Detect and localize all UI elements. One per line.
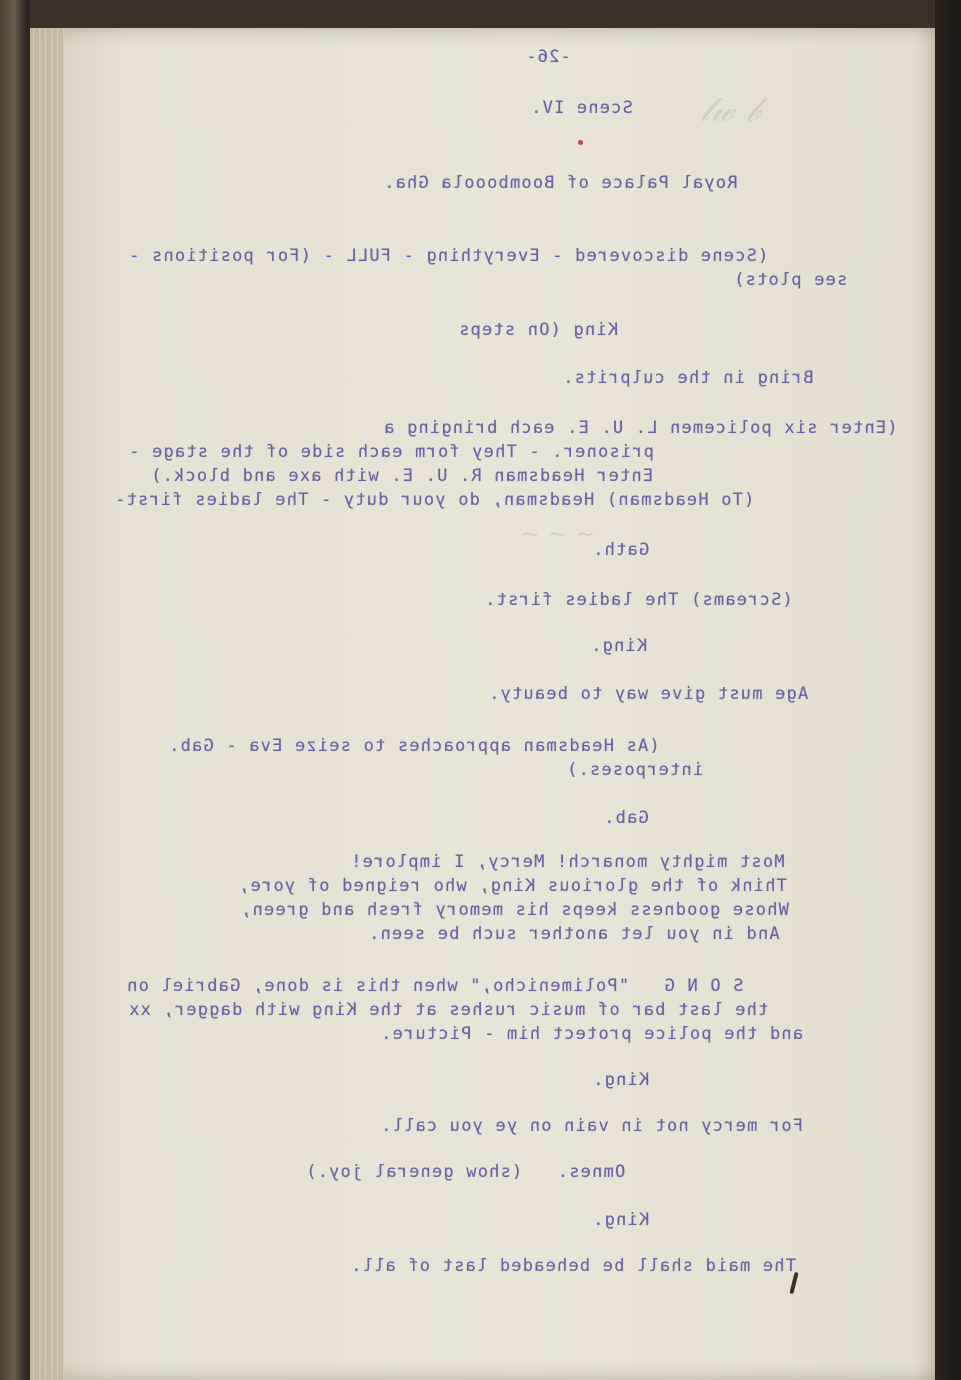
dialogue-line: For mercy not in vain on ye you call.	[380, 1116, 804, 1136]
bleed-through-mark: ~ ~ ~	[520, 520, 596, 548]
stage-direction-line: (Scene discovered - Everything - FULL - (For positions -	[128, 246, 769, 266]
dialogue-line: Bring in the culprits.	[562, 368, 814, 388]
speaker-label: King.	[592, 1210, 650, 1230]
verse-line: Whose goodness keeps his memory fresh and green,	[240, 900, 789, 920]
dialogue-line: (To Headsman) Headsman, do your duty - The ladies first-	[114, 490, 755, 510]
speaker-label: King.	[590, 636, 648, 656]
stage-direction-line: Enter Headsman R. U. E. with axe and block.)	[150, 466, 654, 486]
speaker-label: Gath.	[592, 540, 650, 560]
stage-direction-line: (As Headsman approaches to seize Eva - Gab.	[168, 736, 660, 756]
dialogue-line: Age must give way to beauty.	[488, 684, 809, 704]
speaker-label: Gab.	[603, 808, 649, 828]
binding-spine	[30, 28, 64, 1380]
scene-heading: Scene IV.	[530, 98, 633, 118]
stage-direction-line: (Enter six policemen L. U. E. each bringing a	[383, 418, 898, 438]
speaker-label: King (On steps	[458, 320, 619, 340]
song-direction-line: the last bar of music rushes at the King with dagger, xx	[128, 1000, 769, 1020]
stage-direction-line: interposes.)	[566, 760, 704, 780]
setting-line: Royal Palace of Boombooola Gha.	[383, 173, 738, 193]
verse-line: Think of the glorious King, who reigned of yore,	[238, 876, 787, 896]
dialogue-line: (Screams) The ladies first.	[484, 590, 793, 610]
stage-direction-line: prisoner. - They form each side of the stage -	[128, 442, 655, 462]
speaker-label: Omnes. (show general joy.)	[305, 1162, 626, 1182]
speaker-label: King.	[592, 1070, 650, 1090]
bleed-through-mark: 𝓁𝓌 𝒷	[700, 90, 761, 130]
stage-direction-line: see plots)	[733, 270, 848, 290]
verse-line: And in you let another such be seen.	[368, 924, 780, 944]
song-direction-line: and the police protect him - Picture.	[380, 1024, 804, 1044]
red-ink-dot	[578, 140, 583, 145]
page-number: -26-	[525, 47, 571, 67]
dialogue-line: The maid shall be beheaded last of all.	[350, 1256, 796, 1276]
song-direction-line: S O N G "Polimenicho," when this is done, Gabriel on	[126, 976, 744, 996]
right-edge-shadow	[935, 0, 961, 1380]
verse-line: Most mighty monarch! Mercy, I implore!	[350, 852, 785, 872]
